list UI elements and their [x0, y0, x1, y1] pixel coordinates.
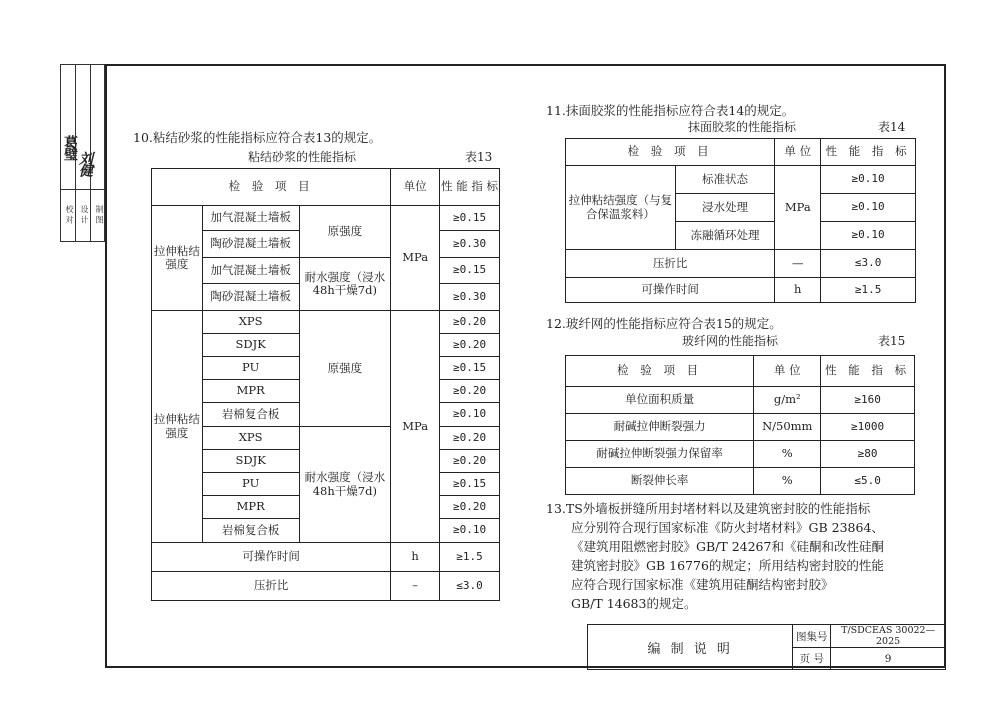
signature-b: 刘健: [77, 151, 93, 175]
table-15: [565, 355, 915, 495]
table13-row-ratio-item: 压折比: [152, 572, 391, 601]
table13-row-time-item: 可操作时间: [152, 543, 391, 572]
table-cell: 岩棉复合板: [202, 519, 299, 543]
table-cell: %: [754, 468, 821, 495]
table13-header-index: 性 能 指 标: [440, 169, 500, 206]
section-13-line: 建筑密封胶》GB 16776的规定；所用结构密封胶的性能: [571, 558, 884, 573]
table13-header-unit: 单位: [391, 169, 440, 206]
table-cell: ≥0.10: [821, 222, 916, 250]
table-cell: 岩棉复合板: [202, 403, 299, 427]
table14-title: 抹面胶浆的性能指标: [688, 120, 797, 134]
table14-row-time-item: 可操作时间: [566, 278, 775, 303]
table-cell: ≥1000: [821, 414, 915, 441]
table15-header-unit: 单 位: [754, 356, 821, 387]
sidebar-label-drawing: 制 图: [95, 205, 104, 224]
table13-row-ratio-value: ≤3.0: [440, 572, 500, 601]
table13-group1-cond-b: 耐水强度（浸水48h干燥7d): [299, 258, 391, 311]
section-13-line: 应分别符合现行国家标准《防火封堵材料》GB 23864、: [571, 520, 884, 535]
table13-row-ratio-unit: –: [391, 572, 440, 601]
table13-group1-unit: MPa: [391, 206, 440, 311]
table-cell: MPR: [202, 496, 299, 519]
table14-row-ratio-value: ≤3.0: [821, 250, 916, 278]
table-cell: 陶砂混凝土墙板: [202, 284, 299, 311]
table14-group-label: 拉伸粘结强度（与复合保温浆料）: [566, 166, 676, 250]
table-cell: ≥0.15: [440, 206, 500, 231]
table13-title: 粘结砂浆的性能指标: [248, 150, 357, 164]
table-cell: XPS: [202, 427, 299, 450]
table15-header-item: 检 验 项 目: [566, 356, 754, 387]
table-cell: ≥0.30: [440, 231, 500, 258]
table-cell: 冻融循环处理: [675, 222, 775, 250]
table13-row-time-unit: h: [391, 543, 440, 572]
table13-group2-cond-b: 耐水强度（浸水48h干燥7d): [299, 427, 391, 543]
table-cell: XPS: [202, 311, 299, 334]
table-cell: ≥0.20: [440, 311, 500, 334]
table14-header-item: 检 验 项 目: [566, 139, 775, 166]
table-cell: ≥0.30: [440, 284, 500, 311]
table-cell: 断裂伸长率: [566, 468, 754, 495]
table-cell: ≥0.10: [821, 194, 916, 222]
table-cell: 耐碱拉伸断裂强力保留率: [566, 441, 754, 468]
table-cell: ≥0.10: [440, 403, 500, 427]
table-cell: SDJK: [202, 450, 299, 473]
section-13-line: 13.TS外墙板拼缝所用封堵材料以及建筑密封胶的性能指标: [546, 501, 871, 516]
table-cell: 加气混凝土墙板: [202, 258, 299, 284]
table-cell: SDJK: [202, 334, 299, 357]
table-cell: %: [754, 441, 821, 468]
title-block-page-label: 页 号: [793, 648, 831, 670]
title-block-title: 编 制 说 明: [588, 625, 793, 670]
table-cell: ≥80: [821, 441, 915, 468]
table-13: [151, 168, 500, 601]
table-cell: ≥0.20: [440, 427, 500, 450]
sidebar-label-proofread: 校 对: [65, 205, 74, 224]
table15-header-index: 性 能 指 标: [821, 356, 915, 387]
table-cell: ≥0.15: [440, 357, 500, 380]
table-cell: g/m²: [754, 387, 821, 414]
table13-row-time-value: ≥1.5: [440, 543, 500, 572]
table13-group2-cond-a: 原强度: [299, 311, 391, 427]
table-cell: ≥0.20: [440, 450, 500, 473]
table-cell: ≥0.20: [440, 334, 500, 357]
table-cell: 标准状态: [675, 166, 775, 194]
table-cell: MPR: [202, 380, 299, 403]
table14-row-time-value: ≥1.5: [821, 278, 916, 303]
table14-row-time-unit: h: [775, 278, 821, 303]
title-block-atlas-value: T/SDCEAS 30022—2025: [831, 625, 946, 648]
table15-number: 表15: [878, 334, 906, 348]
table14-header-unit: 单 位: [775, 139, 821, 166]
table13-group2-label: 拉伸粘结强度: [152, 311, 203, 543]
sidebar-divider: [61, 189, 106, 190]
table13-number: 表13: [465, 150, 493, 164]
table15-title: 玻纤网的性能指标: [682, 334, 779, 348]
table-cell: ≥0.10: [440, 519, 500, 543]
title-block-atlas-label: 图集号: [793, 625, 831, 648]
section-12-heading: 12.玻纤网的性能指标应符合表15的规定。: [546, 316, 782, 331]
signature-sidebar: [60, 64, 105, 242]
table-cell: ≥0.20: [440, 380, 500, 403]
sidebar-label-design: 设 计: [80, 205, 89, 224]
table-cell: 陶砂混凝土墙板: [202, 231, 299, 258]
table-14: [565, 138, 916, 303]
section-13-text: [546, 499, 884, 613]
table-cell: 单位面积质量: [566, 387, 754, 414]
table13-group1-label: 拉伸粘结强度: [152, 206, 203, 311]
section-13-line: 应符合现行国家标准《建筑用硅酮结构密封胶》: [571, 577, 834, 592]
title-block: [587, 624, 946, 670]
table14-number: 表14: [878, 120, 906, 134]
table-cell: ≥0.10: [821, 166, 916, 194]
table-cell: ≤5.0: [821, 468, 915, 495]
table-cell: 浸水处理: [675, 194, 775, 222]
table13-group1-cond-a: 原强度: [299, 206, 391, 258]
table13-header-item: 检 验 项 目: [152, 169, 391, 206]
table-cell: ≥160: [821, 387, 915, 414]
table14-row-ratio-item: 压折比: [566, 250, 775, 278]
table-cell: PU: [202, 357, 299, 380]
section-13-line: 《建筑用阻燃密封胶》GB/T 24267和《硅酮和改性硅酮: [571, 539, 884, 554]
table-cell: 加气混凝土墙板: [202, 206, 299, 231]
table13-group2-unit: MPa: [391, 311, 440, 543]
signature-a: 葛璧: [62, 135, 78, 159]
title-block-page-value: 9: [831, 648, 946, 670]
section-10-heading: 10.粘结砂浆的性能指标应符合表13的规定。: [133, 130, 382, 145]
table14-header-index: 性 能 指 标: [821, 139, 916, 166]
table-cell: N/50mm: [754, 414, 821, 441]
table-cell: PU: [202, 473, 299, 496]
table-cell: ≥0.15: [440, 258, 500, 284]
table-cell: ≥0.15: [440, 473, 500, 496]
table-cell: 耐碱拉伸断裂强力: [566, 414, 754, 441]
table14-row-ratio-unit: —: [775, 250, 821, 278]
section-13-line: GB/T 14683的规定。: [571, 596, 697, 611]
section-11-heading: 11.抹面胶浆的性能指标应符合表14的规定。: [546, 103, 795, 118]
table-cell: ≥0.20: [440, 496, 500, 519]
table14-group-unit: MPa: [775, 166, 821, 250]
